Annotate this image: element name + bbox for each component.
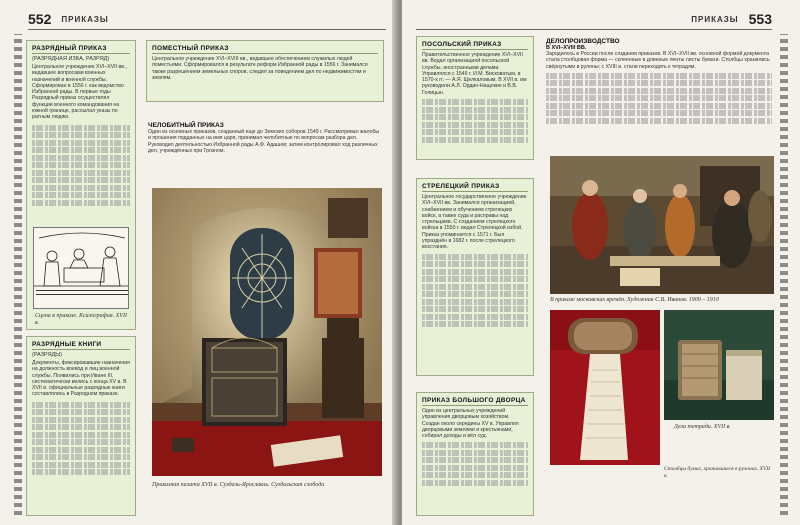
photo-caption: Приказная палата XVII в. Суздаль-Ярославль. Суздальская слобода bbox=[152, 482, 325, 488]
header-rule bbox=[416, 29, 772, 30]
section-title: ПРИКАЗЫ bbox=[61, 14, 109, 24]
article-deloproizvodstvo bbox=[544, 36, 774, 154]
card-title: ДЕЛОПРОИЗВОДСТВО bbox=[546, 38, 620, 45]
card-bolshogo-dvortsa bbox=[416, 392, 534, 516]
sidebar-card-razryadnye-knigi bbox=[26, 336, 136, 516]
page-number: 552 bbox=[28, 11, 52, 27]
card-body: Центральное государственное учреждение XVI–XVII вв. Занимался организацией, снабжением и обучением стрелецких войск, а также суда и расправы над стрельцами. С созданием стрелецкого войска в 1550 г. ведал Стрелецкой избой. Приказ упоминается с 1571 г. Был упразднён в 1682 г. после стрелецкого восстания. bbox=[422, 194, 527, 251]
card-title: РАЗРЯДНЫЕ КНИГИ bbox=[32, 341, 130, 350]
article-chelobitny bbox=[146, 120, 384, 182]
card-body: Центральное учреждение XVI–XVIII вв., ведавшее обеспечением служилых людей поместьями. Сформировался в результате реформ Избранной рады в 1556 г. Занимался также разрешением земельных споров, следил за поведением дел по недвижимостям и землям. bbox=[152, 56, 368, 81]
card-body: Центральное учреждение XVI–XVII вв., ведавшее вопросами военных назначений и военной службы. Сформирован в 1556 г. как ведомство Избранной рады. В первые годы Разрядный приказ осуществлял функции военного командования на южной границе, рассылал указы по ратным людям. bbox=[32, 64, 127, 121]
card-streletsky bbox=[416, 178, 534, 376]
right-running-head bbox=[422, 8, 772, 30]
books-caption: Дела тетради. XVII в. bbox=[674, 424, 731, 430]
card-title: ПРИКАЗ БОЛЬШОГО ДВОРЦА bbox=[422, 397, 528, 406]
left-page bbox=[0, 0, 398, 525]
card-title: РАЗРЯДНЫЙ ПРИКАЗ bbox=[32, 45, 130, 54]
header-rule bbox=[28, 29, 386, 30]
card-subtitle: (РАЗРЯДЫ) bbox=[32, 352, 63, 358]
card-pomestny bbox=[146, 40, 384, 102]
margin-strip bbox=[14, 34, 22, 515]
scroll-caption: Столбцы бумаг, хранившиеся в рулонах. XVII в. bbox=[664, 466, 771, 479]
margin-strip bbox=[780, 34, 788, 515]
sidebar-card-razryadny bbox=[26, 40, 136, 330]
page-number: 553 bbox=[748, 11, 772, 27]
card-title: ПОМЕСТНЫЙ ПРИКАЗ bbox=[152, 45, 378, 54]
painting-caption: В приказе московских времён. Художник С.В. Иванов. 1909 – 1910 bbox=[550, 297, 719, 303]
card-title: ЧЕЛОБИТНЫЙ ПРИКАЗ bbox=[148, 122, 224, 129]
text-lines bbox=[32, 125, 130, 206]
engraving-caption: Сцена в приказе. Ксилография. XVII в. bbox=[35, 313, 127, 326]
card-body: Правительственное учреждение XVI–XVII вв. Ведал организацией посольской службы, иностранными делами. Управлялся с 1549 г. И.М. Висковатым, в 1570-х гг. — А.Я. Щелкаловым. В XVII в. им руководили А.Л. Ордин-Нащокин и В.В. Голицын. bbox=[422, 52, 527, 96]
text-lines bbox=[546, 73, 772, 124]
card-title: ПОСОЛЬСКИЙ ПРИКАЗ bbox=[422, 41, 528, 50]
card-body: Один из основных приказов, созданный еще до Земских соборов 1549 г. Рассматривал жалобы и прошения подданных на имя царя, принимал челобитные по вопросам разбора дел. Руководил деятельностью Избранной рады А.Ф. Адашев; затем контролировал ход различных дел, учреждённых при Грозном. bbox=[148, 129, 380, 154]
card-subtitle: В XVI–XVIII ВВ. bbox=[546, 45, 587, 51]
section-title: ПРИКАЗЫ bbox=[691, 14, 739, 24]
card-body: Один из центральных учреждений управления дворцовым хозяйством. Создан около середины XV в. Управлял дворцовыми землями и крестьянами, собирал доходы и вёл суд. bbox=[422, 408, 519, 440]
card-body: Документы, фиксировавшие назначения на должность воевод и лиц военной службы. Появились при Иване III, систематически велись с конца XV в. В XVII в. официальные разрядные книги составлялись в Разрядном приказе. bbox=[32, 360, 130, 398]
text-lines bbox=[422, 254, 528, 328]
right-page bbox=[402, 0, 800, 525]
text-lines bbox=[32, 402, 130, 476]
scroll-image bbox=[550, 310, 660, 465]
card-subtitle: (РАЗРЯДНАЯ ИЗБА, РАЗРЯД) bbox=[32, 56, 110, 62]
left-running-head bbox=[28, 8, 388, 30]
card-posolsky bbox=[416, 36, 534, 160]
books-image bbox=[664, 310, 774, 420]
text-lines bbox=[422, 442, 528, 486]
card-title: СТРЕЛЕЦКИЙ ПРИКАЗ bbox=[422, 183, 528, 192]
card-body: Зародилось в России после создания приказов. В XVI–XVII вв. основной формой документа стала столбцовая форма — склеенные в длинные ленты листы бумаги. Столбцы хранились свёрнутыми в рулоны; с XVIII в. стали переходить к тетрадям. bbox=[546, 51, 770, 70]
chamber-photo bbox=[152, 188, 382, 476]
painting-image bbox=[550, 156, 774, 294]
text-lines bbox=[422, 99, 528, 143]
engraving-image bbox=[33, 227, 129, 309]
